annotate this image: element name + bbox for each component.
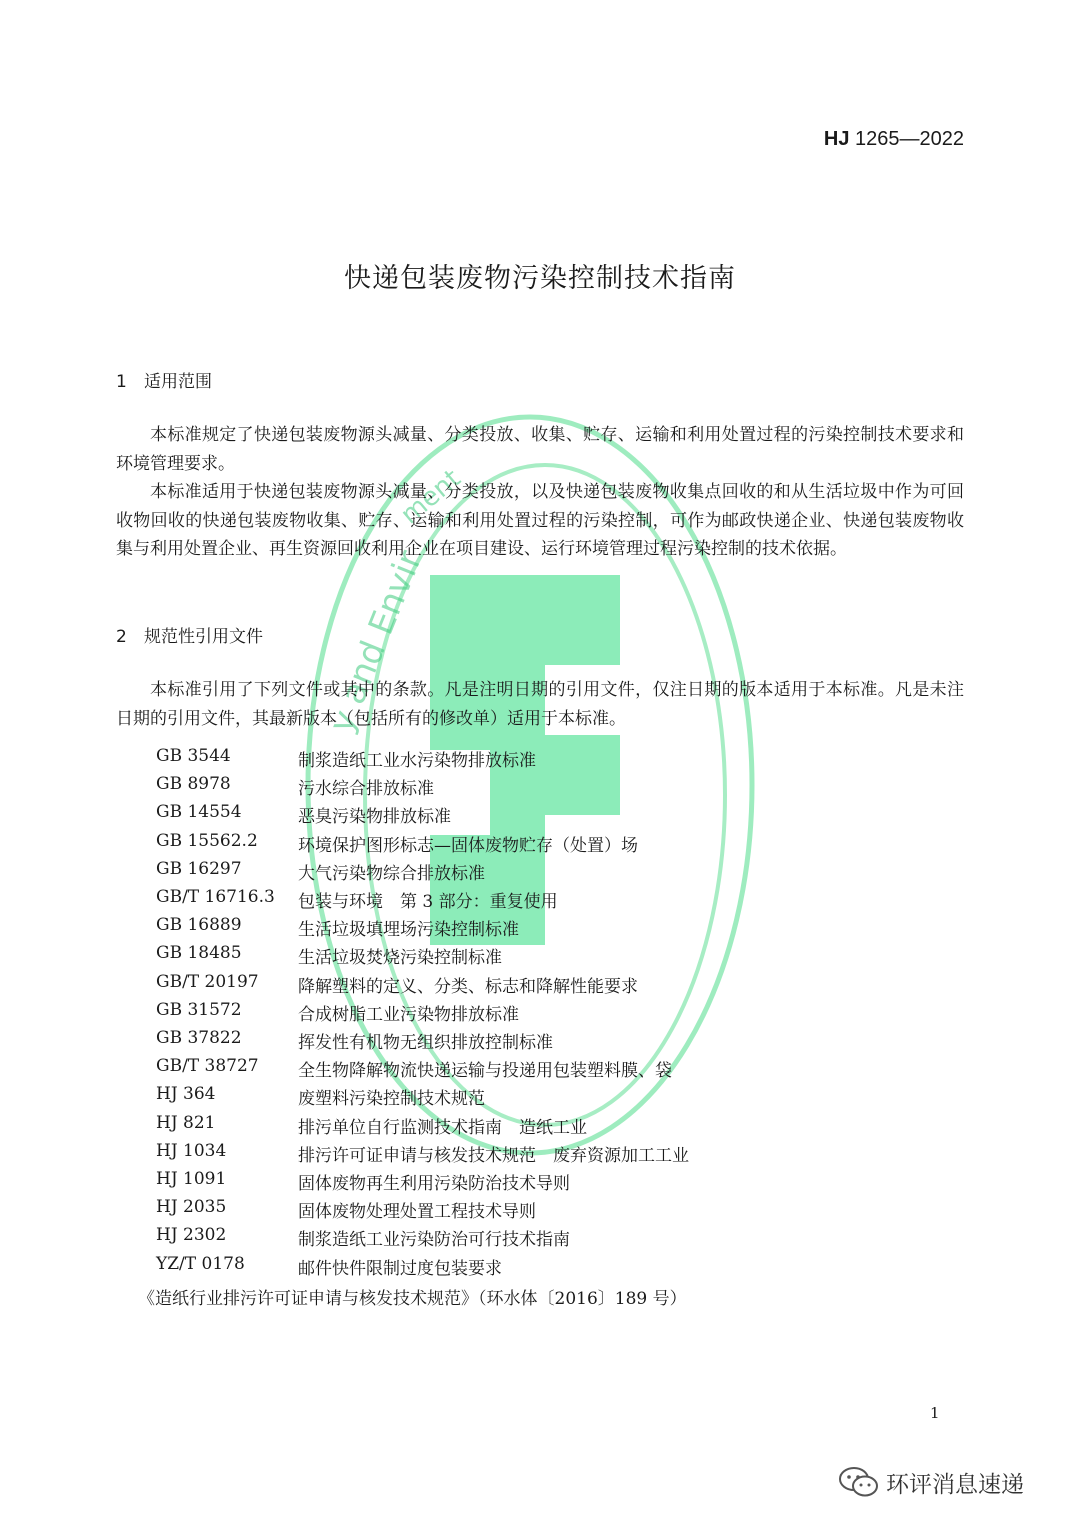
references-intro: 本标准引用了下列文件或其中的条款。凡是注明日期的引用文件，仅注日期的版本适用于本标准。凡是未注日期的引用文件，其最新版本（包括所有的修改单）适用于本标准。 (116, 680, 964, 729)
reference-title: 生活垃圾填埋场污染控制标准 (298, 920, 519, 941)
reference-title: 大气污染物综合排放标准 (298, 863, 485, 884)
reference-title: 污水综合排放标准 (298, 779, 434, 800)
reference-code: HJ 364 (156, 1084, 216, 1105)
reference-title: 制浆造纸工业污染防治可行技术指南 (298, 1230, 570, 1251)
reference-code: HJ 2302 (156, 1225, 227, 1246)
reference-title: 排污许可证申请与核发技术规范 废弃资源加工工业 (298, 1145, 689, 1166)
reference-title: 邮件快件限制过度包装要求 (298, 1258, 502, 1279)
brand-name: 环评消息速递 (886, 1471, 1024, 1498)
reference-title: 环境保护图形标志—固体废物贮存（处置）场 (298, 835, 638, 856)
reference-code: GB/T 20197 (156, 971, 259, 992)
reference-title: 生活垃圾焚烧污染控制标准 (298, 948, 502, 969)
reference-title: 合成树脂工业污染物排放标准 (298, 1004, 519, 1025)
reference-code: GB 3544 (156, 746, 231, 766)
reference-code: GB 15562.2 (156, 830, 258, 851)
section-heading-references: 2 规范性引用文件 (116, 627, 263, 647)
reference-title: 包装与环境 第 3 部分：重复使用 (298, 892, 558, 912)
wechat-icon (838, 1465, 880, 1499)
reference-title: 排污单位自行监测技术指南 造纸工业 (298, 1117, 587, 1138)
reference-title: 降解塑料的定义、分类、标志和降解性能要求 (298, 976, 638, 997)
document-title: 快递包装废物污染控制技术指南 (344, 263, 736, 294)
reference-code: GB/T 16716.3 (156, 887, 275, 907)
reference-code: GB 8978 (156, 774, 231, 795)
brand-watermark (838, 1462, 1024, 1502)
scope-paragraph-2: 本标准适用于快递包装废物源头减量、分类投放，以及快递包装废物收集点回收的和从生活垃圾中作为可回收物回收的快递包装废物收集、贮存、运输和利用处置过程的污染控制，可作为邮政快递企业、快递包装废物收集与利用处置企业、再生资源回收利用企业在项目建设、运行环境管理过程污染控制的技术依据。 (116, 482, 964, 559)
reference-code: GB 18485 (156, 943, 242, 964)
reference-code: GB 31572 (156, 999, 242, 1020)
reference-code: GB 37822 (156, 1028, 242, 1048)
section-heading-scope: 1 适用范围 (116, 372, 212, 392)
reference-title: 固体废物再生利用污染防治技术导则 (298, 1174, 570, 1194)
reference-code: HJ 1034 (156, 1140, 227, 1161)
reference-code: GB/T 38727 (156, 1056, 259, 1077)
reference-title: 制浆造纸工业水污染物排放标准 (298, 751, 536, 771)
reference-title: 挥发性有机物无组织排放控制标准 (298, 1033, 553, 1053)
reference-last: 《造纸行业排污许可证申请与核发技术规范》（环水体〔2016〕189 号） (138, 1289, 687, 1309)
svg-text:ment: ment (395, 463, 467, 531)
reference-code: HJ 2035 (156, 1197, 227, 1218)
page-number: 1 (930, 1404, 940, 1422)
reference-title: 固体废物处理处置工程技术导则 (298, 1202, 536, 1223)
svg-text:y and Envir: y and Envir (321, 545, 431, 739)
reference-code: YZ/T 0178 (156, 1253, 245, 1274)
reference-code: HJ 1091 (156, 1169, 227, 1189)
reference-title: 全生物降解物流快递运输与投递用包装塑料膜、袋 (298, 1061, 672, 1082)
reference-code: GB 16297 (156, 858, 242, 879)
reference-code: GB 16889 (156, 915, 242, 936)
reference-code: HJ 821 (156, 1112, 216, 1133)
reference-title: 废塑料污染控制技术规范 (298, 1089, 485, 1110)
scope-paragraph-1: 本标准规定了快递包装废物源头减量、分类投放、收集、贮存、运输和利用处置过程的污染控制技术要求和环境管理要求。 (116, 425, 964, 474)
reference-title: 恶臭污染物排放标准 (298, 807, 451, 828)
standard-code: HJ 1265—2022 (823, 128, 964, 150)
reference-code: GB 14554 (156, 802, 242, 823)
